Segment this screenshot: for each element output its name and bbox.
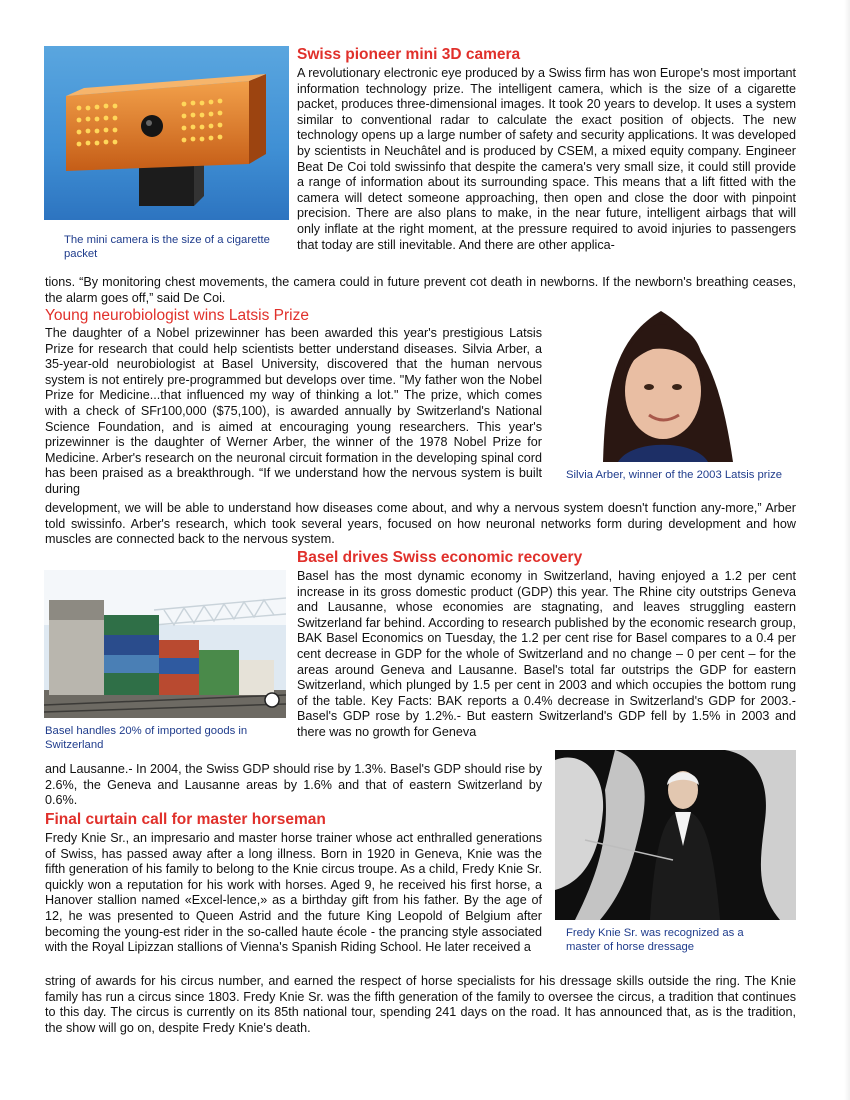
fredy-knie-photo (555, 750, 796, 920)
horseman-body-text: Fredy Knie Sr., an impresario and master horse trainer whose act enthralled generations of Swiss, has passed away after a long illness. Born in 1920 in Geneva, Knie was the fifth generation of his family to belong to the Knie circus troupe. As a child, Fredy Knie Sr. quickly won a reputation for his work with horses. Aged 9, he received his first horse, a Hanover stallion named «Excel-lence,» as a birthday gift from his father. By the age of 12, he was presented to Queen Astrid and the future King Leopold of Belgium after becoming the young-est rider in the so-called haute école - the prancing style associated with the Royal Lipizzan stallions of Vienna's Spanish Riding School. He later received a (45, 831, 542, 955)
camera-body-text-continued: tions. “By monitoring chest movements, the camera could in future prevent cot death in newborns. If the newborn's breathing ceases, the alarm goes off,” said De Coi. (45, 275, 796, 305)
container-terminal-icon (44, 570, 286, 718)
latsis-headline: Young neurobiologist wins Latsis Prize (45, 307, 309, 324)
mini-3d-camera-icon (44, 46, 289, 220)
silvia-arber-portrait-photo (583, 299, 740, 462)
horseman-photo-caption: Fredy Knie Sr. was recognized as a master of horse dressage (566, 927, 744, 953)
basel-containers-photo (44, 570, 286, 718)
camera-body-text: A revolutionary electronic eye produced by a Swiss firm has won Europe's most important information technology prize. The intelligent camera, which is the size of a cigarette packet, produces three-dimensional images. It took 20 years to develop. It uses a system similar to conventional radar to calculate the exact position of objects. The new technology opens up a large number of safety and security applications. It was developed by scientists in Neuchâtel and is produced by CSEM, a mixed equity company. Engineer Beat De Coi told swissinfo that despite the camera's very small size, it could still provide a range of information about its surrounding space. This means that a lift fitted with the camera will detect someone approaching, then open and close the door with pinpoint precision. There are also plans to make, in the near future, intelligent airbags that will only inflate at the right moment, at the pressure required to avoid injuries to passengers that today are still inevitable. And there are other applica- (297, 66, 796, 252)
portrait-icon (583, 299, 740, 462)
horses-and-trainer-icon (555, 750, 796, 920)
page-edge-shadow (844, 0, 850, 1100)
latsis-photo-caption: Silvia Arber, winner of the 2003 Latsis prize (566, 469, 783, 481)
basel-photo-caption: Basel handles 20% of imported goods in Switzerland (45, 725, 248, 751)
basel-headline: Basel drives Swiss economic recovery (297, 549, 583, 566)
horseman-body-text-continued: string of awards for his circus number, and earned the respect of horse specialists for his dressage skills outside the ring. The Knie family has run a circus since 1803. Fredy Knie Sr. was the fifth generation of the family to oversee the circus, a tradition that continues to this day. The circus is currently on its 85th national tour, spending 241 days on the road. It has announced that, as is the tradition, the show will go on, despite Fredy Knie's death. (45, 974, 796, 1035)
horseman-headline: Final curtain call for master horseman (45, 811, 326, 828)
camera-photo-caption: The mini camera is the size of a cigarette packet (64, 234, 270, 260)
latsis-body-text: The daughter of a Nobel prizewinner has been awarded this year's prestigious Latsis Prize for research that could help scientists better understand diseases. Silvia Arber, a 35-year-old neurobiologist at Basel University, discovered that the human nervous system is not entirely pre-programmed but develops over time. "My father won the Nobel Prize for Medicine...that influenced my way of thinking a lot." The prize, which comes with a check of SFr100,000 ($75,100), is awarded annually by Switzerland's National Science Foundation, and is aimed at encouraging young researchers. This year's prizewinner is the daughter of Werner Arber, the winner of the 1978 Nobel Prize for Medicine. Arber's research on the neuronal circuit formation in the developing spinal cord has been praised as a breakthrough. “If we understand how the nervous system is built during (45, 326, 542, 496)
basel-body-text: Basel has the most dynamic economy in Switzerland, having enjoyed a 1.2 per cent increase in its gross domestic product (GDP) this year. The Rhine city outstrips Geneva and Lausanne, whose economies are stagnating, and leaves struggling eastern Switzerland far behind. According to research published by the economic research group, BAK Basel Economics on Tuesday, the 1.2 per cent rise for Basel compares to a 0.4 per cent decrease in GDP for the whole of Switzerland and no change – 0 per cent – for the areas around Geneva and Lausanne. Basel's total far outstrips the GDP for eastern Switzerland, which plunged by 1.5 per cent in 2003 and which occupies the bottom rung of the table. Key Facts: BAK reports a 0.4% decrease in Switzerland's GDP for 2003.- Basel's GDP rose by 1.2%.- But eastern Switzerland's GDP fell by 1.5% in 2003 and there was no growth for Geneva (297, 569, 796, 739)
latsis-body-text-continued: development, we will be able to understand how diseases come about, and why a nervous system doesn't function any-more,” Arber told swissinfo. Arber's research, which took several years, focused on how neuronal networks form during development and how muscles are connected back to the nervous system. (45, 501, 796, 547)
camera-headline: Swiss pioneer mini 3D camera (297, 46, 521, 63)
basel-body-text-continued: and Lausanne.- In 2004, the Swiss GDP should rise by 1.3%. Basel's GDP should rise by 2.6%, the Geneva and Lausanne areas by 1.6% and that of eastern Switzerland by 0.6%. (45, 762, 542, 808)
mini-camera-photo (44, 46, 289, 220)
